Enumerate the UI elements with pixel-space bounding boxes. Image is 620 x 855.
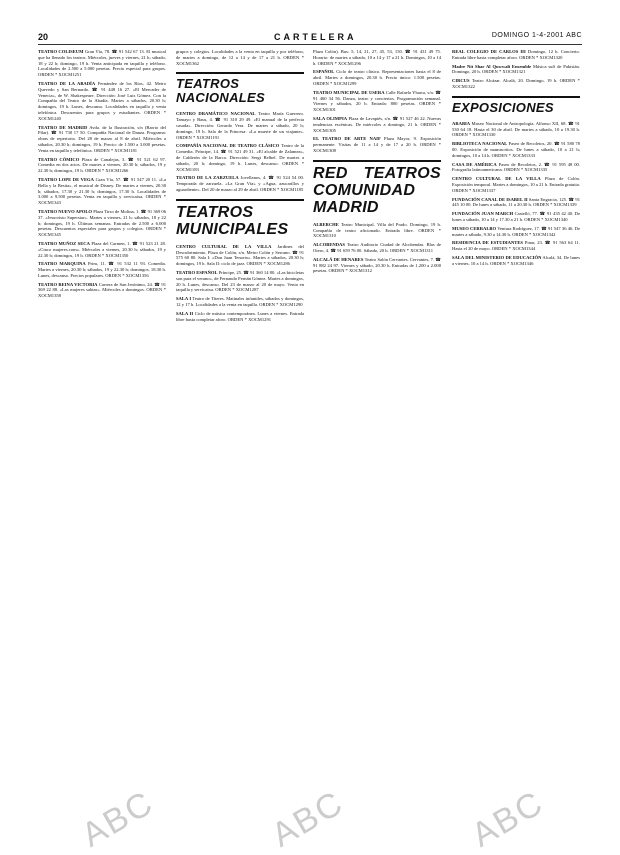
venue-name: SALA DEL MINISTERIO DE EDUCACIÓN xyxy=(452,254,542,260)
listing-text: Ciclo de teatro clásico. Representaciones hasta el 8 de abril. Martes a domingos, 20.30 h. Precio único: 1.500 pesetas. ORDEN * XOCM1299 xyxy=(313,69,441,86)
venue-name: TEATRO CÓMICO xyxy=(38,156,80,162)
section-heading: TEATROS NACIONALES xyxy=(176,72,304,105)
listing-entry xyxy=(176,49,304,66)
listing-entry xyxy=(176,111,304,140)
section-title: CARTELERA xyxy=(274,32,357,42)
venue-name: RESIDENCIA DE ESTUDIANTES xyxy=(452,240,523,246)
listing-text: Teatro Salón Cervantes. Cervantes, 7. ☎ 91 882 24 97. Viernes y sábado, 20.30 h. Entradas de 1.200 a 2.000 pesetas. ORDEN * XOCM1312 xyxy=(313,256,441,274)
listing-entry xyxy=(452,64,580,76)
venue-name: TEATRO DE LA ABADÍA xyxy=(38,80,96,86)
section-heading: TEATROS MUNICIPALES xyxy=(176,199,304,238)
venue-name: TEATRO ESPAÑOL xyxy=(176,269,218,275)
issue-date: DOMINGO 1-4-2001 ABC xyxy=(491,32,582,39)
listing-entry xyxy=(176,311,304,323)
listing-text: Plaza de Lavapiés, s/n. ☎ 91 527 46 22. Nuevas tendencias escénicas. De miércoles a domingo, 21 h. ORDEN * XOCM1305 xyxy=(313,115,441,133)
listing-entry xyxy=(313,222,441,239)
listing-entry xyxy=(38,81,166,122)
listing-entry xyxy=(452,162,580,174)
venue-name: SALA OLIMPIA xyxy=(313,115,348,121)
page-header xyxy=(38,30,582,45)
listing-entry xyxy=(313,136,441,153)
listing-text: Jardines del Descubrimiento, Plaza de Colón, s/n. Metro Colón y Serrano. ☎ 91 575 60 80. Sala I: «Don Juan Tenorio». Martes a sábados, 20.30 h; domingos, 19 h. Sala II: ciclo de jazz. ORDEN * XOCM1286 xyxy=(176,243,304,267)
listing-entry xyxy=(452,255,580,267)
venue-name: CIRCUS xyxy=(452,78,470,84)
venue-name: TEATRO REINA VICTORIA xyxy=(38,281,98,287)
venue-name: TEATRO LOPE DE VEGA xyxy=(38,176,94,182)
listing-text: Carrera de San Jerónimo, 24. ☎ 91 369 22 88. «Las mujeres sabias». Miércoles a domingos. ORDEN * XOCM1358 xyxy=(38,281,166,299)
listing-entry xyxy=(452,141,580,158)
listing-entry xyxy=(38,241,166,258)
listings-column-1 xyxy=(38,49,166,829)
listing-text: Plaza de Canalejas, 3. ☎ 91 521 62 97. Comedia en dos actos. De martes a viernes, 20.30 h; sábados, 19 y 22.30 h; domingos, 19 h. ORDEN * XOCM1266 xyxy=(38,156,166,174)
section-heading: EXPOSICIONES xyxy=(452,96,580,115)
listing-entry xyxy=(38,125,166,154)
listing-entry xyxy=(176,143,304,172)
listing-text: Jovellanos, 4. ☎ 91 524 54 00. Temporada de zarzuela. «La Gran Vía» y «Agua, azucarillos y aguardiente». Del 20 de marzo al 29 de abril. ORDEN * XOCM1185 xyxy=(176,175,304,192)
listing-text: Teatro de la Comedia. Príncipe, 14. ☎ 91 521 49 31. «El alcalde de Zalamea», de Calderón de la Barca. Dirección: Sergi Belbel. De martes a sábado, 20 h; domingo, 19 h. Lunes, descanso. ORDEN * XOCM1183 xyxy=(176,143,304,172)
listing-entry xyxy=(452,176,580,193)
listing-text: grupos y colegios. Localidades a la venta en taquilla y por teléfono, de martes a domingo, de 12 a 14 y de 17 a 21 h. ORDEN * XOCM1362 xyxy=(176,49,304,66)
listing-text: Plaza Tirso de Molina, 1. ☎ 91 369 06 37. «Jesucristo Superstar». Martes a viernes, 21 h; sábados, 18 y 22 h; domingos, 19 h. Últimas semanas. Entradas de 2.500 a 6.000 pesetas. Descuentos especiales para grupos y colegios. ORDEN * XOCM1345 xyxy=(38,208,166,238)
listing-text: Plaza Mayor, 9. Exposición permanente. Visitas de 11 a 14 y de 17 a 20 h. ORDEN * XOCM1308 xyxy=(313,136,441,153)
listing-entry xyxy=(452,211,580,223)
venue-name: CENTRO DRAMÁTICO NACIONAL xyxy=(176,111,256,117)
venue-name: TEATRO MARQUINA xyxy=(38,261,86,267)
listing-text: Domingo, 12 h. Concierto. Entrada libre hasta completar aforo. ORDEN * XOCM1320 xyxy=(452,49,580,60)
listing-text: Teatro Auditorio Ciudad de Alcobendas. Blas de Otero, 4. ☎ 91 659 76 00. Sábado, 20 h. ORDEN * XOCM1311 xyxy=(313,242,441,253)
listing-text: Prim, 11. ☎ 91 532 11 93. Comedia. Martes a viernes, 20.30 h; sábados, 19 y 22.30 h; domingos, 18.30 h. Lunes, descanso. Precios populares. ORDEN * XOCM1356 xyxy=(38,261,166,278)
venue-name: EL TEATRO DE ARTE NAIF xyxy=(313,136,381,142)
listing-text: Avda. de la Ilustración, s/n (Barrio del Pilar). ☎ 91 730 17 50. Compañía Nacional de Danza. Programa: obras de repertorio. Del 28 de marzo al 8 de abril. Miércoles a sábados, 20.30 h; domingos, 19 h. Precio: de 1.500 a 3.000 pesetas. Venta en taquilla y telefónica. ORDEN * XOCM1181 xyxy=(38,124,166,153)
venue-name: SALA I xyxy=(176,296,192,302)
listing-text: Pinar, 23. ☎ 91 563 64 11. Hasta el 20 de mayo. ORDEN * XOCM1344 xyxy=(452,240,580,252)
venue-name: MUSEO CERRALBO xyxy=(452,225,497,231)
listing-entry xyxy=(176,175,304,192)
listing-text: Príncipe, 25. ☎ 91 360 14 80. «Las bicicletas son para el verano», de Fernando Fernán Gómez. Martes a domingos, 20 h. Lunes, descanso. Del 23 de marzo al 20 de mayo. Venta en taquilla y servicaixa. ORDEN * XOCM1287 xyxy=(176,269,304,293)
venue-name: SALA II xyxy=(176,310,194,316)
listing-entry xyxy=(452,49,580,61)
venue-name: TEATRO DE LA ZARZUELA xyxy=(176,175,239,181)
listing-text: Alcalá, 34. De lunes a viernes, 10 a 14 h. ORDEN * XOCM1346 xyxy=(452,254,580,266)
venue-name: CENTRO CULTURAL DE LA VILLA xyxy=(452,176,541,182)
venue-name: TEATRO COLISEUM xyxy=(38,49,84,54)
venue-name: CASA DE AMÉRICA xyxy=(452,161,497,167)
listing-text: Paseo de Recoletos, 20. ☎ 91 580 78 00. Exposición de manuscritos. De lunes a sábado, 10 a 21 h; domingos, 10 a 14 h. ORDEN * XOCM1333 xyxy=(452,141,580,158)
listing-entry xyxy=(313,69,441,86)
listing-text: Plaza de Colón. Exposición temporal. Martes a domingos, 10 a 21 h. Entrada gratuita. ORDEN * XOCM1337 xyxy=(452,176,580,193)
listing-entry xyxy=(38,209,166,238)
listing-text: Gran Vía, 78. ☎ 91 542 67 13. El musical que ha llenado los teatros. Miércoles, jueves y viernes, 21 h; sábado, 18 y 22 h; domingo, 19 h. Venta anticipada en taquilla y teléfono. Localidades de 2.500 a 5.000 pesetas. Precio especial para grupos. ORDEN * XOCM1251 xyxy=(38,49,166,78)
listing-text: Castelló, 77. ☎ 91 435 42 40. De lunes a sábado, 10 a 14 y 17.30 a 21 h. ORDEN * XOCM1340 xyxy=(452,211,580,222)
venue-name: ESPAÑOL xyxy=(313,69,335,75)
listings-column-2 xyxy=(176,49,304,829)
listing-entry xyxy=(176,296,304,308)
section-heading: RED TEATROS COMUNIDAD MADRID xyxy=(313,160,441,216)
venue-name: TEATRO MUNICIPAL DE USERA xyxy=(313,89,385,95)
page-number: 20 xyxy=(38,32,49,42)
listing-text: Ventura Rodríguez, 17. ☎ 91 547 36 46. De martes a sábado, 9.30 a 14.30 h. ORDEN * XOCM1342 xyxy=(452,225,580,237)
listing-entry xyxy=(38,261,166,278)
listing-text: Gran Vía, 57. ☎ 91 547 20 11. «La Bella y la Bestia», el musical de Disney. De martes a viernes, 20.30 h; sábados, 17.30 y 21.30 h; domingos, 17.30 h. Localidades de 3.000 a 9.500 pesetas. Venta en taquilla y servicaixa. ORDEN * XOCM1343 xyxy=(38,176,166,206)
listing-entry xyxy=(38,177,166,206)
venue-name: Madre Nit Shar Al Quwwali Ensemble xyxy=(452,63,532,69)
listing-text: Calle Rafaela Ybarra, s/n. ☎ 91 460 34 56. Danza, teatro y conciertos. Programación semanal. Viernes y sábados, 20 h. Entrada: 800 pesetas. ORDEN * XOCM1301 xyxy=(313,89,441,113)
listing-entry xyxy=(452,240,580,252)
venue-name: ALCOBENDAS xyxy=(313,242,345,248)
listing-text: Teatro de Títeres. Matinales infantiles, sábados y domingos, 12 y 17 h. Localidades a la venta en taquilla. ORDEN * XOCM1290 xyxy=(176,296,304,307)
listing-entry xyxy=(313,242,441,254)
listing-text: Paseo de Recoletos, 2. ☎ 91 595 48 00. Fotografía latinoamericana. ORDEN * XOCM1335 xyxy=(452,161,580,173)
listing-entry xyxy=(313,257,441,274)
listing-entry xyxy=(313,116,441,133)
listing-text: Ciclo de música contemporánea. Lunes a viernes. Entrada libre hasta completar aforo. ORDEN * XOCM1291 xyxy=(176,310,304,322)
listing-entry xyxy=(452,78,580,90)
venue-name: TEATRO NUEVO APOLO xyxy=(38,208,92,214)
venue-name: ARABIA xyxy=(452,120,471,126)
listing-entry xyxy=(38,157,166,174)
listing-entry xyxy=(176,244,304,267)
venue-name: COMPAÑÍA NACIONAL DE TEATRO CLÁSICO xyxy=(176,143,280,149)
listing-entry xyxy=(38,49,166,78)
listing-entry xyxy=(452,226,580,238)
venue-name: ALBERCHE xyxy=(313,221,339,227)
listing-entry xyxy=(313,90,441,113)
venue-name: FUNDACIÓN JUAN MARCH xyxy=(452,211,514,217)
listing-entry xyxy=(38,282,166,299)
listing-text: Música sufí de Pakistán. Domingo, 20 h. ORDEN * XOCM1321 xyxy=(452,63,580,75)
listings-column-3 xyxy=(313,49,441,829)
listing-text: Santa Engracia, 125. ☎ 91 445 10 00. De lunes a sábado, 11 a 20.30 h. ORDEN * XOCM1339 xyxy=(452,196,580,208)
venue-name: TEATRO DE MADRID xyxy=(38,124,88,130)
watermark: ABC xyxy=(465,783,551,855)
listing-text: Teatro Alcázar. Alcalá, 20. Domingo, 19 h. ORDEN * XOCM1322 xyxy=(452,78,580,89)
watermark: ABC xyxy=(75,783,161,855)
listing-text: Teatro María Guerrero. Tamayo y Baus, 4. ☎ 91 310 29 49. «El manual de la perfecta casada». Dirección: Gerardo Vera. De martes a sábado, 20 h; domingo, 19 h. Sala de la Princesa: «La muerte de un viajante». ORDEN * XOCM1191 xyxy=(176,111,304,140)
venue-name: CENTRO CULTURAL DE LA VILLA xyxy=(176,243,272,249)
listing-text: Plaza del Carmen, 1. ☎ 91 523 21 28. «Cinco mujeres.com». Miércoles a viernes, 20.30 h; sábados, 19 y 22.30 h; domingos, 19 h. ORDEN * XOCM1350 xyxy=(38,240,166,258)
venue-name: ALCALÁ DE HENARES xyxy=(313,256,364,262)
venue-name: BIBLIOTECA NACIONAL xyxy=(452,141,508,147)
venue-name: FUNDACIÓN CANAL DE ISABEL II xyxy=(452,196,528,202)
venue-name: TEATRO MUÑOZ SECA xyxy=(38,240,90,246)
listing-entry xyxy=(313,49,441,66)
listing-text: Teatro Municipal. Villa del Prado. Domingo, 19 h. Compañía de teatro aficionado. Entrada libre. ORDEN * XOCM1310 xyxy=(313,221,441,239)
listing-text: Museo Nacional de Antropología. Alfonso XII, 68. ☎ 91 530 64 18. Hasta el 30 de abril. De martes a sábado, 10 a 19.30 h. ORDEN * XOCM1330 xyxy=(452,120,580,138)
listing-entry xyxy=(452,197,580,209)
listing-entry xyxy=(176,270,304,293)
listing-entry xyxy=(452,121,580,138)
listing-text: Fernández de los Ríos, 42. Metro Quevedo y San Bernardo. ☎ 91 448 16 27. «El Mercader de Venecia», de W. Shakespeare. Dirección: José Luis Gómez. Con la Compañía del Teatro de la Abadía. Martes a sábados, 20.30 h; domingos, 19 h. Lunes, descanso. Localidades en taquilla y venta telefónica. Descuentos para grupos y estudiantes. ORDEN * XOCM1240 xyxy=(38,80,166,121)
venue-name: REAL COLEGIO DE CARLOS III xyxy=(452,49,526,54)
listings-column-4 xyxy=(452,49,580,829)
watermark: ABC xyxy=(265,783,351,855)
listing-text: Plaza Colón). Bus: 5, 14, 21, 27, 45, 53, 150. ☎ 91 431 49 75. Horario: de martes a sábado, 10 a 14 y 17 a 21 h. Domingos, 10 a 14 h. ORDEN * XOCM1296 xyxy=(313,49,441,66)
